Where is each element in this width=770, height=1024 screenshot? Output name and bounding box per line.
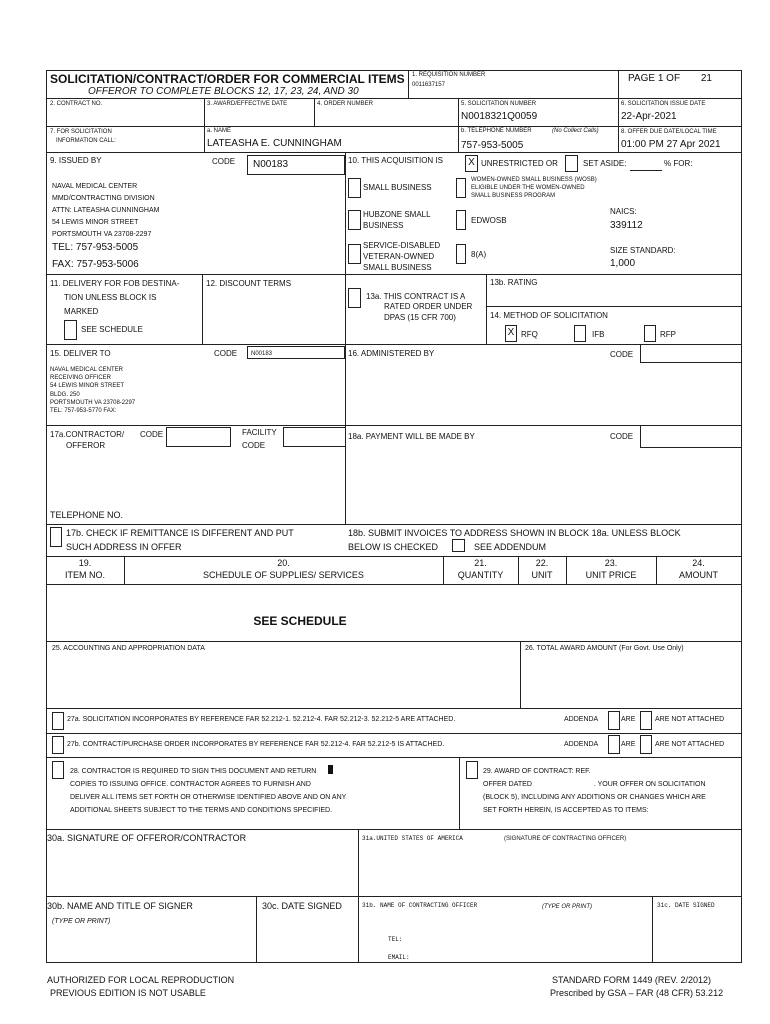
see-addendum-checkbox[interactable] — [452, 539, 465, 552]
27a-are-not-checkbox[interactable] — [640, 711, 652, 730]
col-item-no: ITEM NO. — [65, 570, 105, 580]
fob-delivery-label: 11. DELIVERY FOR FOB DESTINA- — [50, 279, 180, 288]
signature-offeror-label: 30a. SIGNATURE OF OFFEROR/CONTRACTOR — [47, 833, 247, 843]
27a-addenda-label: ADDENDA — [564, 716, 599, 723]
block-29-text — [483, 765, 706, 817]
co-type-note: (TYPE OR PRINT) — [542, 904, 593, 910]
issued-by-code-label: CODE — [212, 157, 236, 166]
27a-label: 27a. SOLICITATION INCORPORATES BY REFERENCE FAR 52.212-1. 52.212-4. FAR 52.212-3. 52.212-5 ARE ATTACHED. — [67, 716, 456, 723]
remittance-label: 17b. CHECK IF REMITTANCE IS DIFFERENT AND PUT — [66, 528, 294, 538]
27a-are-checkbox[interactable] — [608, 711, 620, 730]
telephone-no-label: TELEPHONE NO. — [50, 510, 124, 520]
total-award-label: 26. TOTAL AWARD AMOUNT (For Govt. Use Only) — [525, 645, 684, 652]
sdvosb-line: VETERAN-OWNED — [363, 252, 435, 261]
facility-code-box[interactable] — [283, 427, 346, 447]
address-line: MMD/CONTRACTING DIVISION — [52, 195, 155, 202]
rfq-label: RFQ — [521, 330, 538, 339]
col-amount: AMOUNT — [679, 570, 718, 580]
fob-delivery-label-2: TION UNLESS BLOCK IS — [64, 293, 157, 302]
administered-by-label: 16. ADMINISTERED BY — [348, 349, 435, 358]
contractor-code-box[interactable] — [166, 427, 231, 447]
address-line: 54 LEWIS MINOR STREET — [52, 219, 139, 226]
usa-label: 31a.UNITED STATES OF AMERICA — [362, 835, 463, 842]
co-tel-label: TEL: — [388, 936, 403, 943]
set-aside-checkbox[interactable] — [565, 155, 578, 172]
form-subtitle: OFFEROR TO COMPLETE BLOCKS 12, 17, 23, 24, AND 30 — [88, 86, 359, 97]
information-call-label: INFORMATION CALL: — [56, 138, 116, 144]
block-28-line: DELIVER ALL ITEMS SET FORTH OR OTHERWISE IDENTIFIED ABOVE AND ON ANY — [70, 794, 347, 801]
naics-code: 339112 — [610, 220, 643, 231]
invoice-label: 18b. SUBMIT INVOICES TO ADDRESS SHOWN IN BLOCK 18a. UNLESS BLOCK — [348, 528, 681, 538]
block-29-line — [483, 778, 706, 791]
col-21-number: 21. — [474, 558, 487, 568]
payment-code-label: CODE — [610, 432, 634, 441]
address-line: PORTSMOUTH VA 23708-2297 — [50, 399, 136, 406]
deliver-to-code-box — [247, 346, 345, 359]
co-signature-note: (SIGNATURE OF CONTRACTING OFFICER) — [504, 836, 627, 842]
hubzone-line: HUBZONE SMALL — [363, 210, 431, 219]
28-checkbox[interactable] — [52, 761, 64, 779]
wosb-checkbox[interactable] — [456, 178, 466, 198]
block-28-text — [70, 765, 346, 817]
set-aside-label: SET ASIDE: — [583, 159, 627, 168]
footer-prescribed: Prescribed by GSA – FAR (48 CFR) 53.212 — [550, 988, 724, 998]
wosb-label — [471, 176, 597, 200]
rating-label: 13b. RATING — [490, 278, 538, 287]
page-total: 21 — [700, 73, 712, 84]
col-22-number: 22. — [535, 558, 549, 568]
col-unit-price: UNIT PRICE — [585, 570, 637, 580]
address-line: ATTN: LATEASHA CUNNINGHAM — [52, 207, 160, 214]
27a-checkbox[interactable] — [52, 712, 64, 730]
hubzone-checkbox[interactable] — [348, 210, 361, 230]
8a-checkbox[interactable] — [456, 244, 466, 264]
deliver-to-address — [50, 366, 135, 415]
see-schedule-label: SEE SCHEDULE — [81, 325, 143, 334]
address-line: BLDG. 250 — [50, 391, 80, 398]
8a-label: 8(A) — [471, 250, 487, 259]
rated-order-label-2: RATED ORDER UNDER — [384, 302, 473, 311]
offeror-label: OFFEROR — [66, 441, 106, 450]
address-line: PORTSMOUTH VA 23708-2297 — [52, 231, 152, 238]
issued-by-label: 9. ISSUED BY — [50, 156, 102, 165]
issued-by-code: N00183 — [253, 159, 289, 170]
footer-previous-edition: PREVIOUS EDITION IS NOT USABLE — [50, 988, 206, 998]
solicitation-number-label: 5. SOLICITATION NUMBER — [461, 101, 537, 107]
requisition-number: 0011637157 — [412, 82, 445, 88]
ifb-checkbox[interactable] — [574, 325, 586, 342]
27a-are-label: ARE — [621, 716, 636, 723]
issued-by-code-box — [247, 155, 345, 175]
signer-type-note: (TYPE OR PRINT) — [52, 918, 111, 925]
rated-order-label-3: DPAS (15 CFR 700) — [384, 313, 456, 322]
footer-standard-form: STANDARD FORM 1449 (REV. 2/2012) — [552, 975, 712, 985]
remittance-checkbox[interactable] — [50, 527, 62, 547]
your-offer-label: . YOUR OFFER ON SOLICITATION — [593, 781, 706, 788]
co-name-label: 31b. NAME OF CONTRACTING OFFICER — [362, 902, 478, 909]
page-indicator — [628, 73, 712, 84]
co-email-label: EMAIL: — [388, 954, 410, 961]
facility-label: FACILITY — [242, 428, 277, 437]
acquisition-label: 10. THIS ACQUISITION IS — [348, 156, 443, 165]
sdvosb-line: SERVICE-DISABLED — [363, 241, 441, 250]
page-number: 1 — [657, 73, 664, 84]
col-23-number: 23. — [604, 558, 618, 568]
col-schedule: SCHEDULE OF SUPPLIES/ SERVICES — [203, 570, 364, 580]
hubzone-line: BUSINESS — [363, 221, 404, 230]
col-20-number: 20. — [277, 558, 290, 568]
see-addendum-label: SEE ADDENDUM — [474, 542, 547, 552]
address-line: RECEIVING OFFICER — [50, 375, 112, 382]
sdvosb-checkbox[interactable] — [348, 244, 361, 264]
rated-order-checkbox[interactable] — [348, 288, 361, 308]
payment-label: 18a. PAYMENT WILL BE MADE BY — [348, 432, 475, 441]
address-line: TEL: 757-953-5770 FAX: — [50, 408, 117, 415]
hubzone-label — [363, 209, 431, 231]
rated-order-label: 13a. THIS CONTRACT IS A — [366, 292, 466, 301]
small-business-label: SMALL BUSINESS — [363, 183, 432, 192]
issued-by-tel: TEL: 757-953-5005 — [52, 242, 139, 253]
contractor-label: 17a.CONTRACTOR/ — [50, 430, 125, 439]
block-28-line: ADDITIONAL SHEETS SUBJECT TO THE TERMS AND CONDITIONS SPECIFIED. — [70, 807, 333, 814]
offer-due-label: 8. OFFER DUE DATE/LOCAL TIME — [621, 129, 717, 135]
copies-mark — [328, 765, 333, 774]
sdvosb-label — [363, 240, 440, 273]
unrestricted-checkbox[interactable]: X — [465, 155, 478, 172]
offer-dated-label: OFFER DATED — [483, 781, 532, 788]
wosb-line: SMALL BUSINESS PROGRAM — [471, 193, 556, 199]
issued-by-fax: FAX: 757-953-5006 — [52, 259, 139, 270]
27b-are-checkbox[interactable] — [608, 735, 620, 754]
block-29-line: SET FORTH HEREIN, IS ACCEPTED AS TO ITEMS: — [483, 807, 649, 814]
27b-addenda-label: ADDENDA — [564, 741, 599, 748]
name-label: a. NAME — [207, 128, 232, 134]
accounting-label: 25. ACCOUNTING AND APPROPRIATION DATA — [52, 645, 205, 652]
page-of: OF — [666, 73, 681, 84]
administered-by-code-label: CODE — [610, 350, 634, 359]
address-line: NAVAL MEDICAL CENTER — [50, 367, 124, 373]
27b-label: 27b. CONTRACT/PURCHASE ORDER INCORPORATES BY REFERENCE FAR 52.212-4. FAR 52.212-5 IS ATTACHED. — [67, 741, 445, 748]
small-business-checkbox[interactable] — [348, 178, 361, 198]
27b-are-not-checkbox[interactable] — [640, 735, 652, 754]
co-date-signed-label: 31c. DATE SIGNED — [657, 902, 715, 909]
col-19-number: 19. — [78, 558, 92, 568]
block-29-line: (BLOCK 5), INCLUDING ANY ADDITIONS OR CHANGES WHICH ARE — [483, 794, 706, 801]
award-date-label: 3. AWARD/EFFECTIVE DATE — [207, 101, 288, 107]
wosb-line: WOMEN-OWNED SMALL BUSINESS (WOSB) — [471, 177, 597, 183]
solicitation-number: N0018321Q0059 — [461, 111, 538, 122]
block-28-line-1: 28. CONTRACTOR IS REQUIRED TO SIGN THIS DOCUMENT AND RETURN — [70, 768, 317, 775]
col-24-number: 24. — [692, 558, 705, 568]
27a-are-not-label: ARE NOT ATTACHED — [655, 716, 725, 723]
percent-for-label: % FOR: — [664, 159, 693, 168]
edwosb-label: EDWOSB — [471, 216, 507, 225]
naics-label: NAICS: — [610, 207, 637, 216]
remittance-label-2: SUCH ADDRESS IN OFFER — [66, 542, 182, 552]
form-title: SOLICITATION/CONTRACT/ORDER FOR COMMERCIAL ITEMS — [50, 72, 405, 86]
size-standard: 1,000 — [610, 258, 636, 269]
col-unit: UNIT — [531, 570, 553, 580]
rfp-label: RFP — [660, 330, 676, 339]
deliver-to-code: N00183 — [251, 351, 273, 357]
unrestricted-label: UNRESTRICTED OR — [481, 159, 558, 168]
rfq-checkbox[interactable]: X — [505, 325, 517, 342]
col-quantity: QUANTITY — [457, 570, 504, 580]
invoice-label-2: BELOW IS CHECKED — [348, 542, 439, 552]
issue-date: 22-Apr-2021 — [621, 111, 677, 122]
wosb-line: ELIGIBLE UNDER THE WOMEN-OWNED — [471, 185, 585, 191]
block-28-line — [70, 765, 346, 778]
see-schedule-body: SEE SCHEDULE — [253, 614, 347, 628]
27b-are-label: ARE — [621, 741, 636, 748]
address-line: NAVAL MEDICAL CENTER — [52, 183, 138, 190]
address-line: 54 LEWIS MINOR STREET — [50, 383, 125, 390]
block-28-line: COPIES TO ISSUING OFFICE. CONTRACTOR AGREES TO FURNISH AND — [70, 781, 311, 788]
block-29-line: 29. AWARD OF CONTRACT: REF. — [483, 768, 591, 775]
no-collect-calls-note: (No Collect Calls) — [552, 128, 599, 134]
29-checkbox[interactable] — [466, 761, 478, 779]
sdvosb-line: SMALL BUSINESS — [363, 263, 432, 272]
date-signed-label: 30c. DATE SIGNED — [262, 901, 342, 911]
method-label: 14. METHOD OF SOLICITATION — [490, 311, 608, 320]
contact-name: LATEASHA E. CUNNINGHAM — [207, 138, 342, 149]
footer-authorized: AUTHORIZED FOR LOCAL REPRODUCTION — [47, 975, 235, 985]
deliver-to-code-label: CODE — [214, 349, 238, 358]
page-label: PAGE — [628, 73, 656, 84]
see-schedule-checkbox[interactable] — [64, 320, 77, 340]
rfp-checkbox[interactable] — [644, 325, 656, 342]
size-standard-label: SIZE STANDARD: — [610, 246, 676, 255]
facility-code-label: CODE — [242, 441, 266, 450]
contract-no-label: 2. CONTRACT NO. — [50, 101, 103, 107]
27b-checkbox[interactable] — [52, 736, 64, 754]
27b-are-not-label: ARE NOT ATTACHED — [655, 741, 725, 748]
requisition-label: 1. REQUISITION NUMBER — [412, 72, 486, 78]
contractor-code-label: CODE — [140, 430, 164, 439]
discount-terms-label: 12. DISCOUNT TERMS — [206, 279, 292, 288]
ifb-label: IFB — [592, 330, 605, 339]
deliver-to-label: 15. DELIVER TO — [50, 349, 111, 358]
edwosb-checkbox[interactable] — [456, 210, 466, 230]
fob-delivery-label-3: MARKED — [64, 307, 99, 316]
signer-name-label: 30b. NAME AND TITLE OF SIGNER — [47, 901, 193, 911]
issued-by-address — [52, 181, 159, 241]
offer-due-date: 01:00 PM 27 Apr 2021 — [621, 139, 721, 150]
issue-date-label: 6. SOLICITATION ISSUE DATE — [621, 101, 706, 107]
contact-telephone: 757-953-5005 — [461, 140, 524, 151]
for-solicitation-label: 7. FOR SOLICITATION — [50, 129, 112, 135]
order-number-label: 4. ORDER NUMBER — [317, 101, 374, 107]
telephone-label: b. TELEPHONE NUMBER — [461, 128, 532, 134]
